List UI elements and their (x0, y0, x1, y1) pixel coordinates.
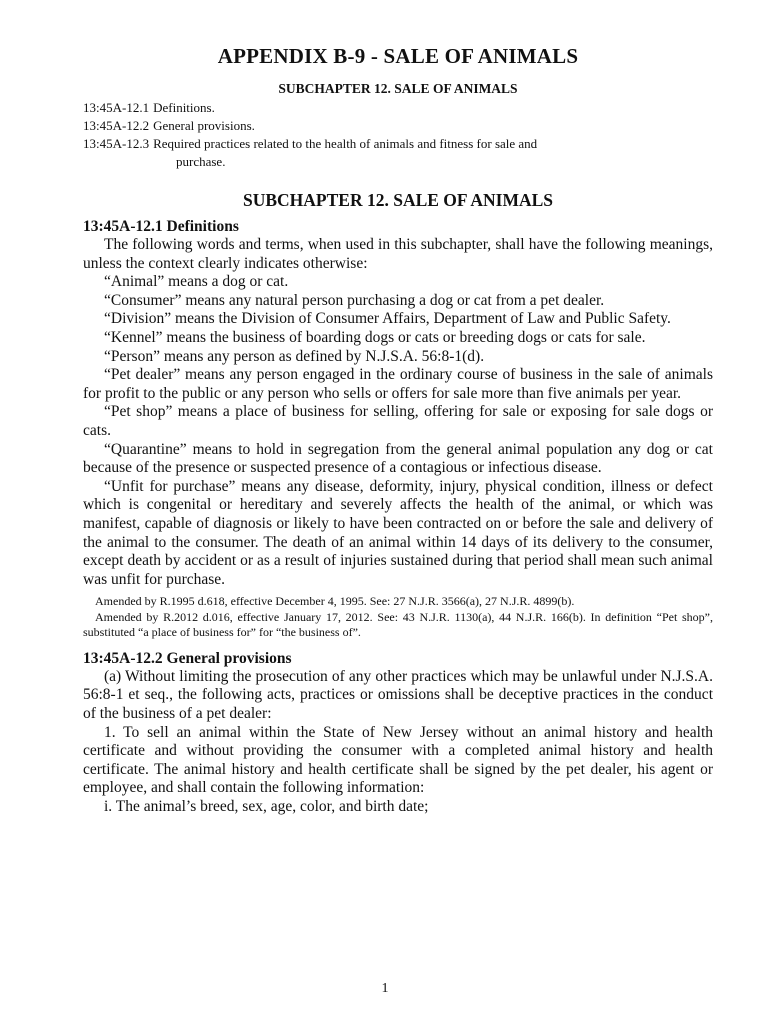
definition-paragraph: “Pet shop” means a place of business for selling, offering for sale or exposing for sale dogs or cats. (83, 403, 713, 439)
paragraph: 1. To sell an animal within the State of New Jersey without an animal history and health certificate and without providing the consumer with a completed animal history and health certificate. The animal history and health certificate shall be signed by the pet dealer, his agent or employee, and shall contain the following information: (83, 723, 713, 797)
paragraph: The following words and terms, when used in this subchapter, shall have the following meanings, unless the context clearly indicates otherwise: (83, 236, 713, 272)
toc-entry (83, 99, 713, 117)
amendment-note: Amended by R.1995 d.618, effective December 4, 1995. See: 27 N.J.R. 3566(a), 27 N.J.R. 4899(b). (95, 594, 575, 609)
toc-entry-number: 13:45A-12.1 (83, 100, 150, 115)
paragraph: i. The animal’s breed, sex, age, color, and birth date; (104, 797, 429, 815)
toc-entry (83, 117, 713, 135)
section-general-provisions (83, 649, 713, 817)
section-heading: 13:45A-12.1 Definitions (83, 218, 239, 235)
definition-paragraph: “Consumer” means any natural person purchasing a dog or cat from a pet dealer. (104, 291, 605, 309)
subchapter-heading: SUBCHAPTER 12. SALE OF ANIMALS (242, 190, 554, 210)
page-number: 1 (381, 981, 389, 996)
definition-paragraph: “Unfit for purchase” means any disease, deformity, injury, physical condition, illness or defect which is congenital or hereditary and severely affects the health of the animal, or which was manifest, capable of diagnosis or likely to have been contracted on or before the sale and delivery of the animal to the consumer. The death of an animal within 14 days of its delivery to the consumer, except death by accident or as a result of injuries sustained during that period shall mean such animal was unfit for purchase. (83, 477, 713, 588)
amendment-notes (83, 594, 713, 641)
definition-paragraph: “Pet dealer” means any person engaged in the ordinary course of business in the sale of animals for profit to the public or any person who sells or offers for sale more than five animals per year. (83, 366, 713, 402)
amendment-note: Amended by R.2012 d.016, effective January 17, 2012. See: 43 N.J.R. 1130(a), 44 N.J.R. 166(b). In definition “Pet shop”, substituted “a place of business for” for “the business of”. (83, 609, 713, 640)
definition-paragraph: “Quarantine” means to hold in segregation from the general animal population any dog or cat because of the presence or suspected presence of a contagious or infectious disease. (83, 440, 713, 477)
toc-entry-text: Definitions. (153, 100, 215, 115)
document-page (83, 44, 713, 817)
definition-paragraph: “Division” means the Division of Consumer Affairs, Department of Law and Public Safety. (104, 310, 671, 328)
toc-entry-number: 13:45A-12.2 (83, 118, 150, 133)
table-of-contents (83, 99, 713, 171)
toc-entry-text: Required practices related to the health of animals and fitness for sale and (153, 136, 538, 151)
definition-paragraph: “Kennel” means the business of boarding dogs or cats or breeding dogs or cats for sale. (104, 328, 646, 346)
toc-entry-continuation: purchase. (176, 154, 226, 169)
paragraph: (a) Without limiting the prosecution of any other practices which may be unlawful under N.J.S.A. 56:8-1 et seq., the following acts, practices or omissions shall be deceptive practices in the conduct of the business of a pet dealer: (83, 667, 713, 722)
toc-entry (83, 135, 713, 153)
section-heading: 13:45A-12.2 General provisions (83, 649, 292, 667)
toc-entry-text: General provisions. (153, 118, 255, 133)
toc-entry-number: 13:45A-12.3 (83, 136, 150, 151)
document-title: APPENDIX B-9 - SALE OF ANIMALS (217, 44, 579, 68)
section-definitions (83, 217, 713, 641)
toc-heading: SUBCHAPTER 12. SALE OF ANIMALS (278, 81, 518, 96)
definition-paragraph: “Animal” means a dog or cat. (104, 273, 289, 291)
definition-paragraph: “Person” means any person as defined by N.J.S.A. 56:8-1(d). (104, 347, 485, 365)
